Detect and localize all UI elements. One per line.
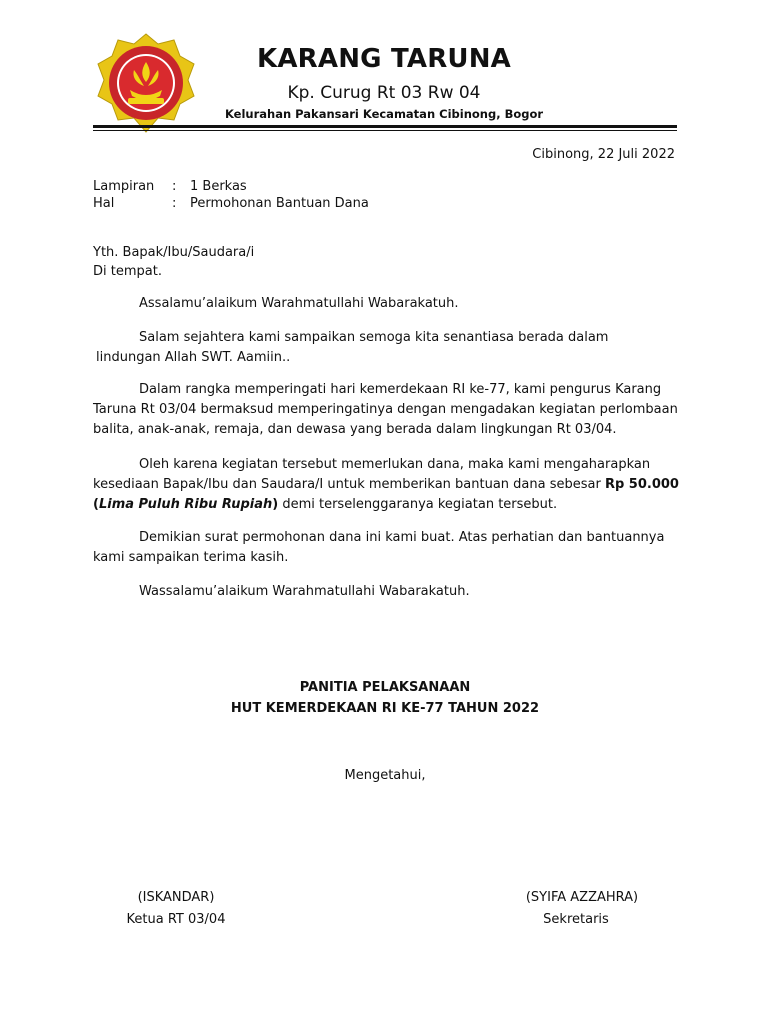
signatory-name-right: (SYIFA AZZAHRA): [525, 890, 639, 905]
committee-event: HUT KEMERDEKAAN RI KE-77 TAHUN 2022: [230, 701, 540, 716]
closing-salutation: [93, 582, 683, 602]
committee-title: PANITIA PELAKSANAAN: [299, 680, 471, 695]
letter-date: Cibinong, 22 Juli 2022: [532, 147, 675, 162]
paragraph-line: Oleh karena kegiatan tersebut memerlukan dana, maka kami mengaharapkan: [139, 457, 651, 472]
karang-taruna-emblem-icon: [94, 32, 198, 136]
greeting: [93, 294, 683, 314]
meta-colon: :: [172, 179, 177, 194]
logo-ribbon: [128, 98, 164, 104]
paragraph-line: kesediaan Bapak/Ibu dan Saudara/I untuk memberikan bantuan dana sebesar: [93, 477, 605, 492]
recipient: Yth. Bapak/Ibu/Saudara/i: [93, 245, 255, 260]
paragraph-line: balita, anak-anak, remaja, dan dewasa yang berada dalam lingkungan Rt 03/04.: [93, 422, 617, 437]
closing-text: Wassalamu’alaikum Warahmatullahi Wabarakatuh.: [139, 584, 470, 599]
signatory-role-right: Sekretaris: [543, 912, 609, 927]
amount-figure: Rp 50.000: [604, 477, 679, 492]
meta-label-hal: Hal: [93, 196, 115, 211]
org-address: Kp. Curug Rt 03 Rw 04: [287, 83, 481, 103]
paragraph-line: kami sampaikan terima kasih.: [93, 550, 289, 565]
meta-value-lampiran: 1 Berkas: [190, 179, 247, 194]
meta-value-hal: Permohonan Bantuan Dana: [190, 196, 369, 211]
amount-paren-open: (: [93, 497, 99, 512]
acknowledged-label: Mengetahui,: [344, 768, 426, 783]
paragraph-closing: [93, 528, 683, 568]
paragraph-line: Dalam rangka memperingati hari kemerdekaan RI ke-77, kami pengurus Karang: [139, 382, 662, 397]
org-district: Kelurahan Pakansari Kecamatan Cibinong, Bogor: [224, 107, 544, 121]
signatory-role-left: Ketua RT 03/04: [126, 912, 226, 927]
header-divider-thin: [93, 130, 677, 131]
amount-words: Lima Puluh Ribu Rupiah: [98, 497, 273, 512]
paragraph-line: Taruna Rt 03/04 bermaksud memperingatinya dengan mengadakan kegiatan perlombaan: [93, 402, 678, 417]
signatory-name-left: (ISKANDAR): [137, 890, 215, 905]
paragraph-wishes: [93, 328, 683, 368]
paragraph-line: Salam sejahtera kami sampaikan semoga kita senantiasa berada dalam: [139, 330, 609, 345]
paragraph-request: [93, 455, 683, 515]
recipient-place: Di tempat.: [93, 264, 162, 279]
paragraph-line: Demikian surat permohonan dana ini kami buat. Atas perhatian dan bantuannya: [139, 530, 665, 545]
paragraph-line: lindungan Allah SWT. Aamiin..: [96, 350, 291, 365]
meta-label-lampiran: Lampiran: [93, 179, 155, 194]
amount-paren-close: ): [272, 497, 279, 512]
org-title: KARANG TARUNA: [256, 44, 512, 74]
greeting-text: Assalamu’alaikum Warahmatullahi Wabarakatuh.: [139, 296, 459, 311]
paragraph-purpose: [93, 380, 683, 440]
paragraph-line: demi terselenggaranya kegiatan tersebut.: [278, 497, 558, 512]
header-divider-thick: [93, 125, 677, 128]
meta-colon: :: [172, 196, 177, 211]
